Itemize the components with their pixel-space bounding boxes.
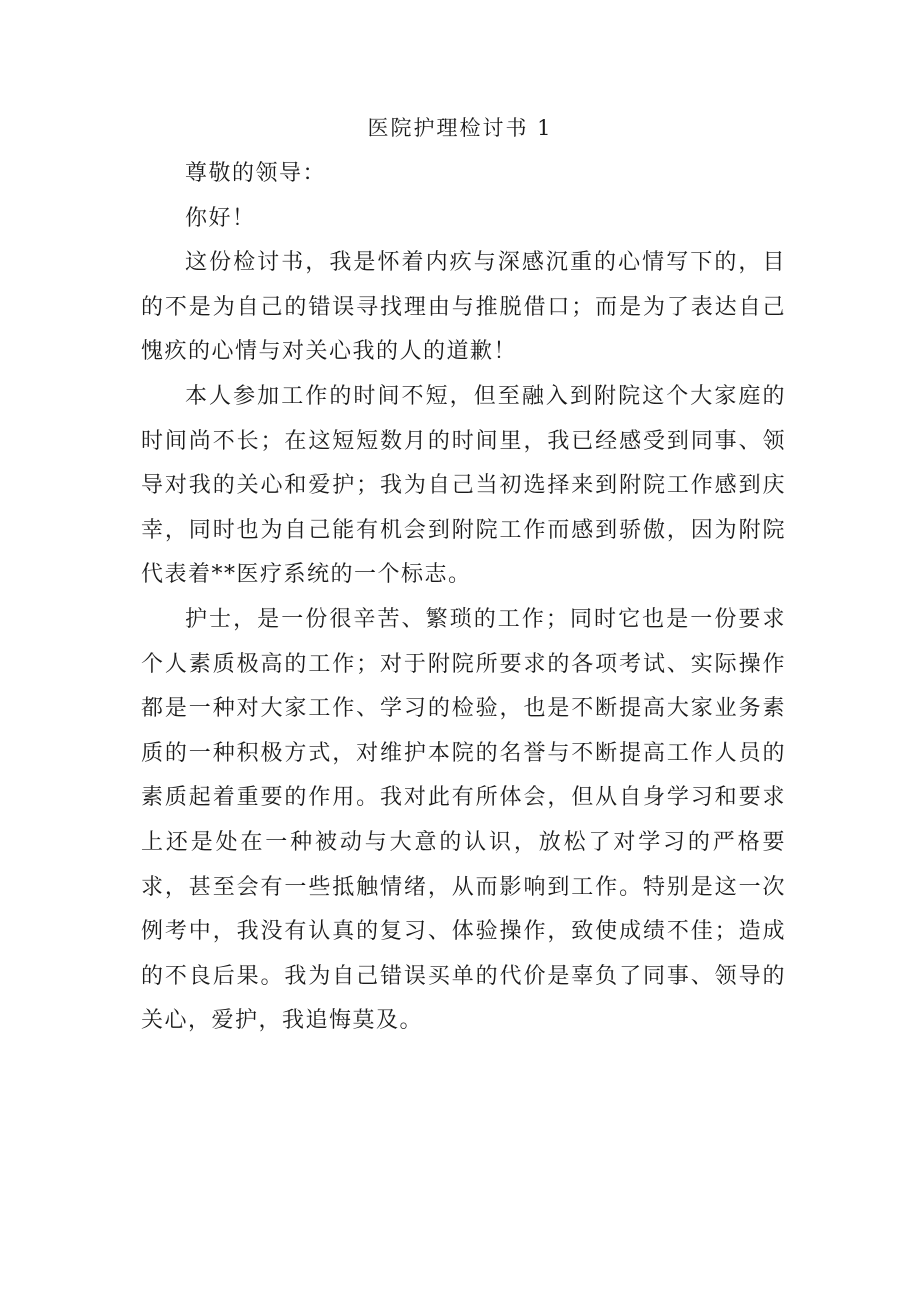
paragraph-work-experience: 本人参加工作的时间不短，但至融入到附院这个大家庭的时间尚不长；在这短短数月的时间里，我已经感受到同事、领导对我的关心和爱护；我为自己当初选择来到附院工作感到庆幸，同时也为自己能有机会到附院工作而感到骄傲，因为附院代表着**医疗系统的一个标志。 [141,383,786,588]
greeting: 你好！ [185,205,256,231]
salutation: 尊敬的领导： [185,161,327,186]
paragraph-apology: 这份检讨书，我是怀着内疚与深感沉重的心情写下的，目的不是为自己的错误寻找理由与推脱借口；而是为了表达自己愧疚的心情与对关心我的人的道歉！ [141,250,786,365]
document-title: 医院护理检讨书 1 [367,116,553,140]
paragraph-nursing-reflection: 护士，是一份很辛苦、繁琐的工作；同时它也是一份要求个人素质极高的工作；对于附院所要求的各项考试、实际操作都是一种对大家工作、学习的检验，也是不断提高大家业务素质的一种积极方式，对维护本院的名誉与不断提高工作人员的素质起着重要的作用。我对此有所体会，但从自身学习和要求上还是处在一种被动与大意的认识，放松了对学习的严格要求，甚至会有一些抵触情绪，从而影响到工作。特别是这一次例考中，我没有认真的复习、体验操作，致使成绩不佳；造成的不良后果。我为自己错误买单的代价是辜负了同事、领导的关心，爱护，我追悔莫及。 [141,606,786,1034]
document-body [141,152,786,1044]
